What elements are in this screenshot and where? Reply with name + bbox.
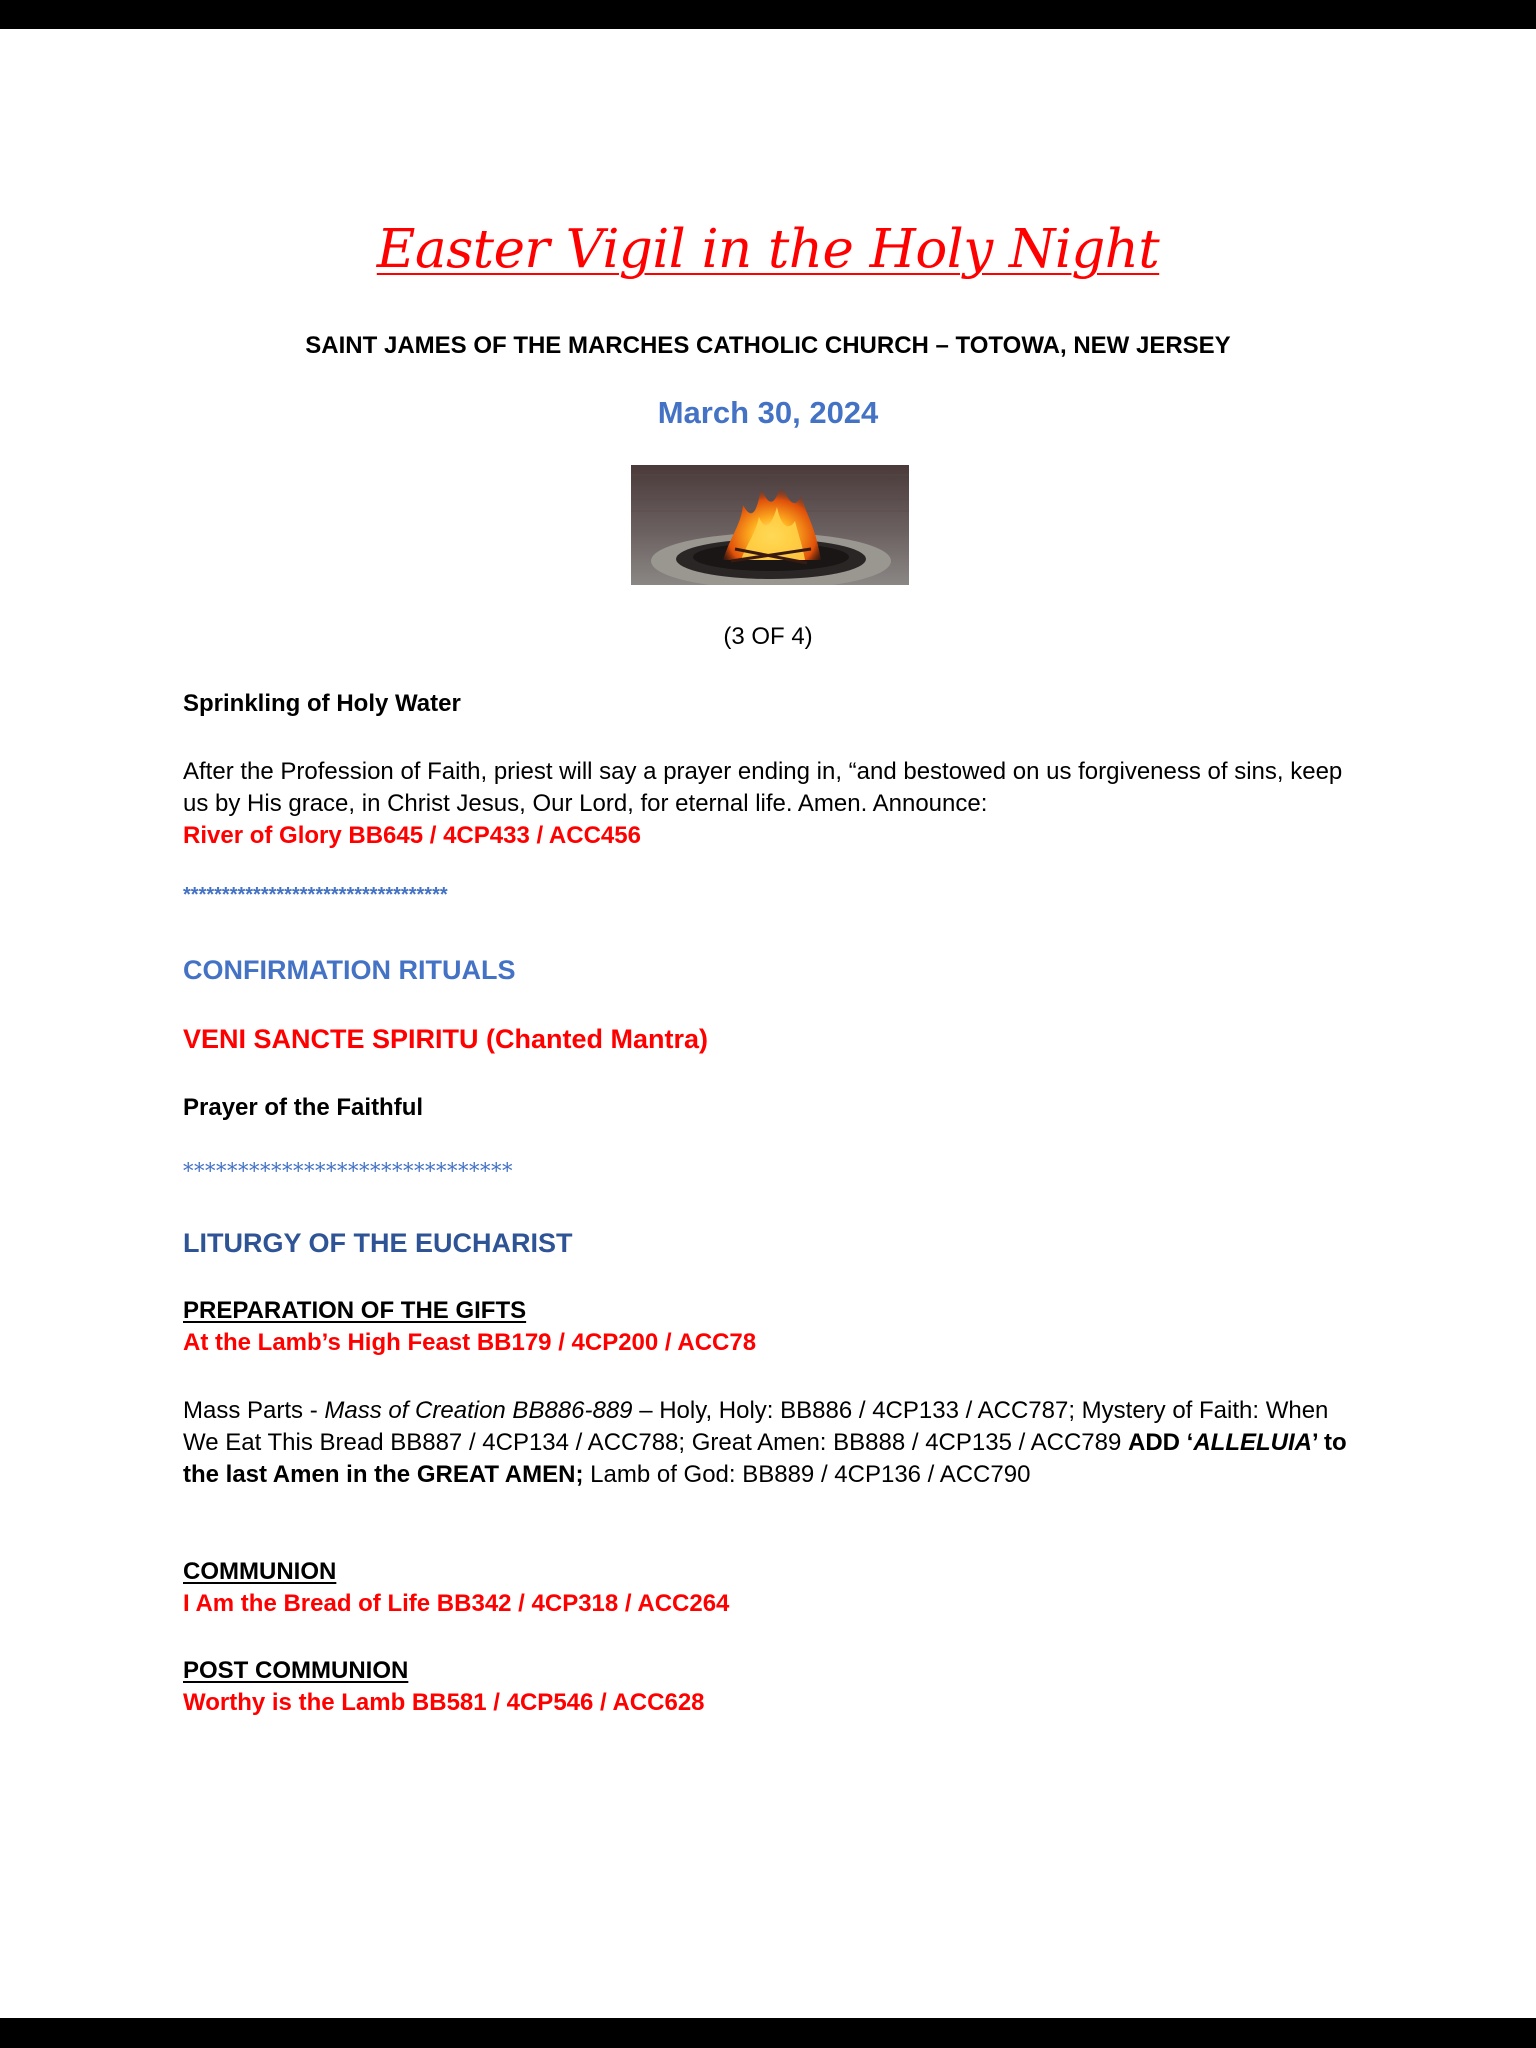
- sprinkling-hymn: River of Glory BB645 / 4CP433 / ACC456: [183, 822, 641, 849]
- section-divider: **********************************: [183, 884, 448, 906]
- sprinkling-body: After the Profession of Faith, priest will say a prayer ending in, “and bestowed on us forgiveness of sins, keep us by His grace, in Christ Jesus, Our Lord, for eternal life. Amen. Announce:: [183, 758, 1343, 817]
- communion-hymn: I Am the Bread of Life BB342 / 4CP318 / ACC264: [183, 1590, 730, 1617]
- gifts-hymn: At the Lamb’s High Feast BB179 / 4CP200 / ACC78: [183, 1329, 757, 1356]
- gifts-heading: PREPARATION OF THE GIFTS: [183, 1297, 527, 1324]
- post-communion-heading: POST COMMUNION: [183, 1657, 409, 1684]
- section-divider: ******************************: [183, 1159, 513, 1183]
- church-name: SAINT JAMES OF THE MARCHES CATHOLIC CHURCH – TOTOWA, NEW JERSEY: [305, 332, 1231, 359]
- document-page: [0, 29, 1536, 2018]
- mass-parts-label: Mass Parts -: [183, 1397, 325, 1424]
- mass-parts: [183, 1395, 1363, 1491]
- alleluia-word: ALLELUIA: [1193, 1429, 1312, 1456]
- service-date: March 30, 2024: [657, 395, 879, 430]
- document-title: Easter Vigil in the Holy Night: [376, 219, 1160, 280]
- fire-pit-image: [631, 465, 909, 585]
- sprinkling-heading: Sprinkling of Holy Water: [183, 690, 461, 717]
- post-communion-hymn: Worthy is the Lamb BB581 / 4CP546 / ACC628: [183, 1689, 705, 1716]
- page-count: (3 OF 4): [723, 623, 813, 650]
- confirmation-heading: CONFIRMATION RITUALS: [183, 955, 516, 985]
- mass-name: Mass of Creation BB886-889: [324, 1397, 633, 1424]
- chant-title: VENI SANCTE SPIRITU (Chanted Mantra): [183, 1024, 709, 1054]
- add-instruction-prefix: ADD ‘: [1128, 1429, 1194, 1456]
- add-instruction-suffix: ’ to the last Amen in the GREAT AMEN;: [183, 1429, 1347, 1488]
- mass-parts-text: – Holy, Holy: BB886 / 4CP133 / ACC787; Mystery of Faith: When We Eat This Bread BB887 / 4CP134 / ACC788; Great Amen: BB888 / 4CP135 / ACC789: [183, 1397, 1329, 1456]
- communion-heading: COMMUNION: [183, 1558, 337, 1585]
- prayer-of-faithful: Prayer of the Faithful: [183, 1094, 424, 1121]
- mass-parts-text-2: Lamb of God: BB889 / 4CP136 / ACC790: [583, 1461, 1031, 1488]
- eucharist-heading: LITURGY OF THE EUCHARIST: [183, 1228, 573, 1258]
